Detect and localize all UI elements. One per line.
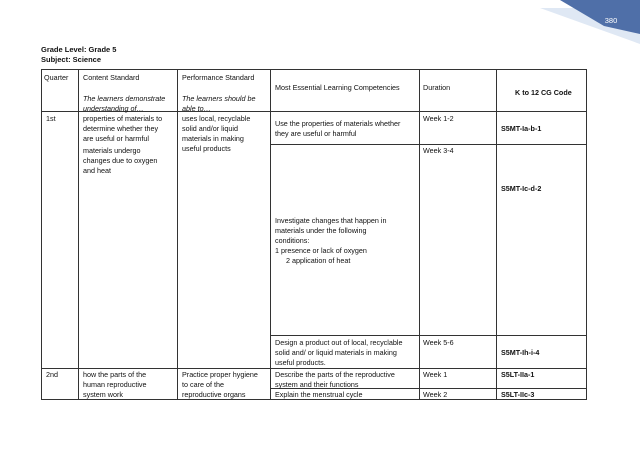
competency-line: system and their functions xyxy=(275,380,359,389)
duration-cell: Week 1 xyxy=(423,370,448,379)
competency-line: 2 application of heat xyxy=(286,256,351,265)
cg-code-cell: S5MT-Ih-i-4 xyxy=(501,348,540,357)
competency-line: materials under the following xyxy=(275,226,367,235)
competency-line: conditions: xyxy=(275,236,310,245)
performance-standard-line: solid and/or liquid xyxy=(182,124,238,133)
performance-standard-line: to care of the xyxy=(182,380,224,389)
cg-code-cell: S5LT-IIa-1 xyxy=(501,370,535,379)
duration-cell: Week 5-6 xyxy=(423,338,454,347)
competency-line: useful products. xyxy=(275,358,326,367)
content-standard-line: and heat xyxy=(83,166,111,175)
content-standard-line: how the parts of the xyxy=(83,370,147,379)
content-standard-note: understanding of… xyxy=(83,104,144,113)
performance-standard-line: materials in making xyxy=(182,134,244,143)
col-header-code: K to 12 CG Code xyxy=(515,88,572,97)
page-number: 380 xyxy=(604,16,618,25)
col-header-duration: Duration xyxy=(423,83,451,92)
cg-code-cell: S5MT-Ic-d-2 xyxy=(501,184,542,193)
competency-line: Use the properties of materials whether xyxy=(275,119,401,128)
competency-line: they are useful or harmful xyxy=(275,129,357,138)
col-header-performance-standard: Performance Standard xyxy=(182,73,255,82)
performance-standard-line: reproductive organs xyxy=(182,390,246,399)
competency-line: solid and/ or liquid materials in making xyxy=(275,348,397,357)
duration-cell: Week 3-4 xyxy=(423,146,454,155)
cg-code-cell: S5LT-IIc-3 xyxy=(501,390,535,399)
col-header-quarter: Quarter xyxy=(44,73,69,82)
competency-line: Design a product out of local, recyclable xyxy=(275,338,403,347)
content-standard-line: changes due to oxygen xyxy=(83,156,158,165)
competency-line: Explain the menstrual cycle xyxy=(275,390,363,399)
performance-standard-line: Practice proper hygiene xyxy=(182,370,258,379)
competency-line: Investigate changes that happen in xyxy=(275,216,387,225)
performance-standard-note: The learners should be xyxy=(182,94,256,103)
col-header-competencies: Most Essential Learning Competencies xyxy=(275,83,400,92)
grade-level: Grade Level: Grade 5 xyxy=(41,45,117,54)
content-standard-note: The learners demonstrate xyxy=(83,94,166,103)
cg-code-cell: S5MT-Ia-b-1 xyxy=(501,124,542,133)
content-standard-line: system work xyxy=(83,390,123,399)
content-standard-line: materials undergo xyxy=(83,146,141,155)
competency-line: Describe the parts of the reproductive xyxy=(275,370,395,379)
duration-cell: Week 1-2 xyxy=(423,114,454,123)
content-standard-line: human reproductive xyxy=(83,380,147,389)
content-standard-line: properties of materials to xyxy=(83,114,163,123)
content-standard-line: are useful or harmful xyxy=(83,134,149,143)
quarter-label: 2nd xyxy=(46,370,58,379)
col-header-content-standard: Content Standard xyxy=(83,73,140,82)
quarter-label: 1st xyxy=(46,114,56,123)
subject-label: Subject: Science xyxy=(41,55,102,64)
duration-cell: Week 2 xyxy=(423,390,448,399)
performance-standard-note: able to… xyxy=(182,104,211,113)
competency-line: 1 presence or lack of oxygen xyxy=(275,246,367,255)
performance-standard-line: uses local, recyclable xyxy=(182,114,251,123)
performance-standard-line: useful products xyxy=(182,144,231,153)
content-standard-line: determine whether they xyxy=(83,124,159,133)
